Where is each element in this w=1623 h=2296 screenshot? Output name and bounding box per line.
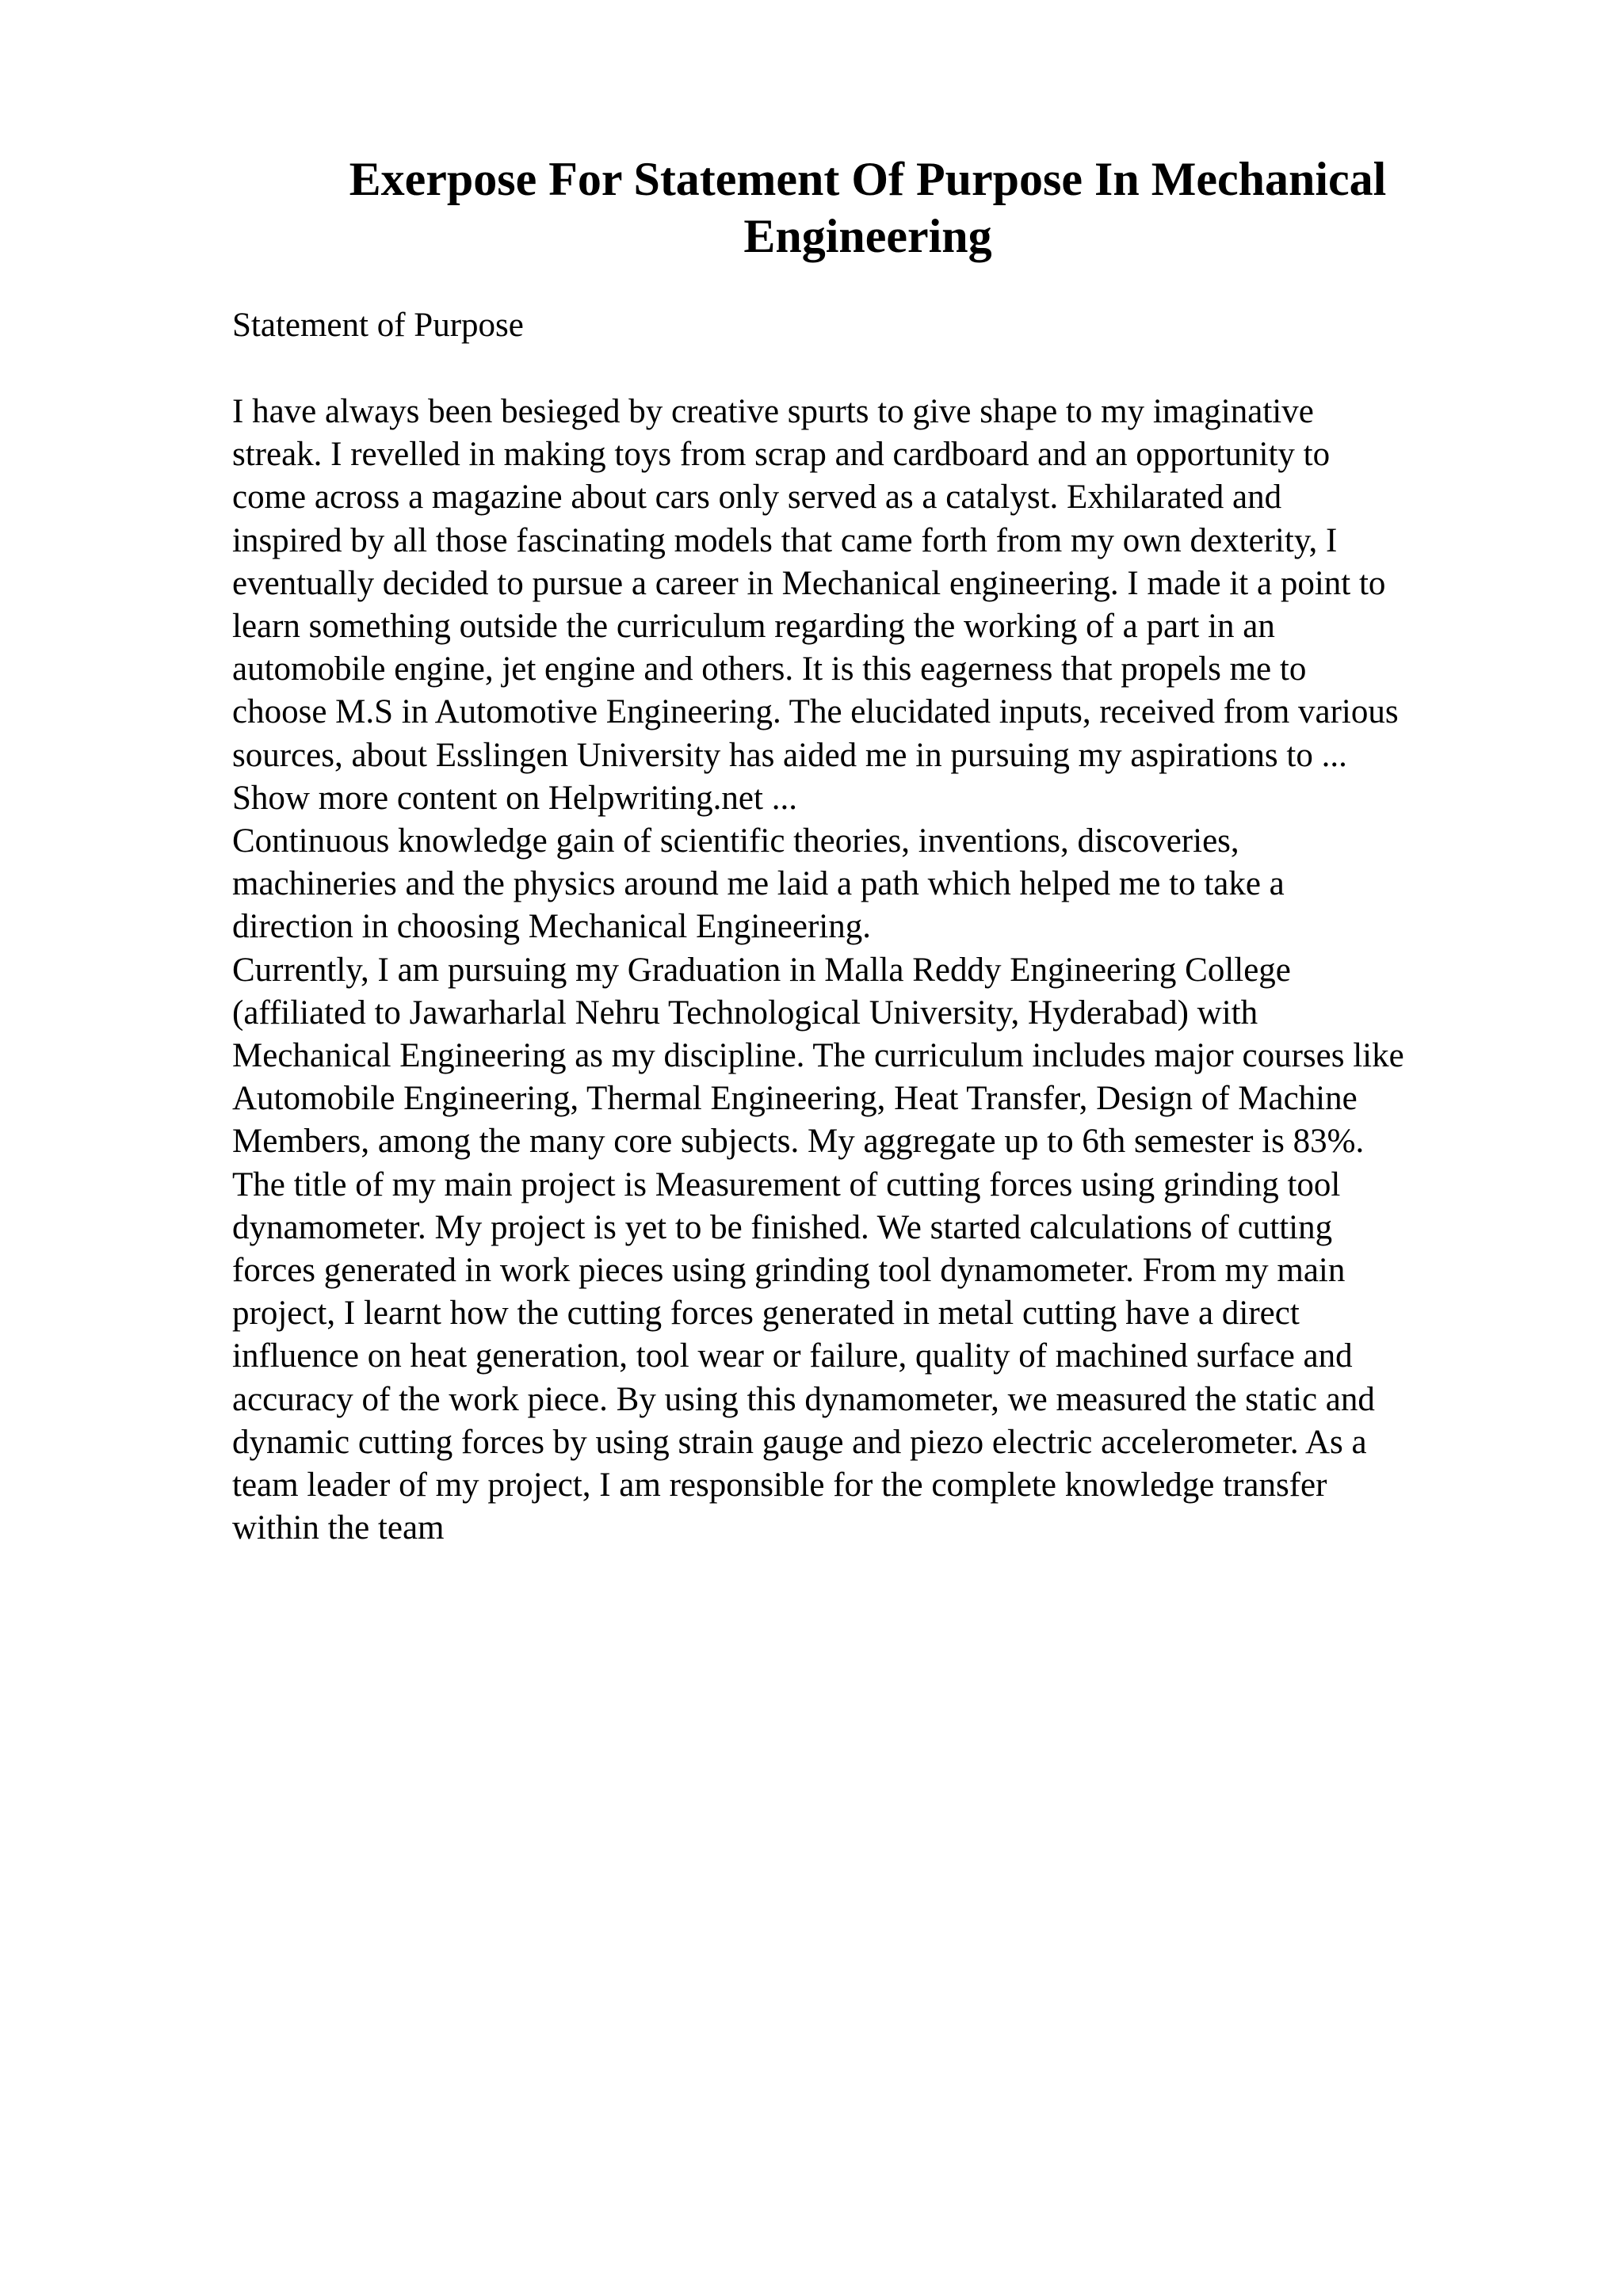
body-line: Continuous knowledge gain of scientific theories, inventions, discoveries, bbox=[232, 822, 1239, 860]
body-line: learn something outside the curriculum regarding the working of a part in an bbox=[232, 608, 1275, 646]
body-line: dynamic cutting forces by using strain gauge and piezo electric accelerometer. As a bbox=[232, 1423, 1367, 1461]
body-line: eventually decided to pursue a career in Mechanical engineering. I made it a point to bbox=[232, 564, 1386, 602]
body-line: machineries and the physics around me laid a path which helped me to take a bbox=[232, 865, 1285, 903]
body-line: project, I learnt how the cutting forces generated in metal cutting have a direct bbox=[232, 1295, 1300, 1333]
section-heading: Statement of Purpose bbox=[232, 307, 524, 344]
body-line: Automobile Engineering, Thermal Engineering, Heat Transfer, Design of Machine bbox=[232, 1080, 1358, 1118]
body-line: Members, among the many core subjects. My aggregate up to 6th semester is 83%. bbox=[232, 1123, 1365, 1161]
body-line: Currently, I am pursuing my Graduation in Malla Reddy Engineering College bbox=[232, 951, 1291, 989]
body-line: accuracy of the work piece. By using this dynamometer, we measured the static and bbox=[232, 1380, 1375, 1418]
body-line: within the team bbox=[232, 1509, 445, 1547]
body-line: sources, about Esslingen University has aided me in pursuing my aspirations to ... bbox=[232, 736, 1347, 774]
body-line: team leader of my project, I am responsible for the complete knowledge transfer bbox=[232, 1466, 1327, 1505]
body-line: The title of my main project is Measurement of cutting forces using grinding tool bbox=[232, 1165, 1341, 1203]
body-line: inspired by all those fascinating models that came forth from my own dexterity, I bbox=[232, 521, 1338, 559]
body-line: (affiliated to Jawarharlal Nehru Technological University, Hyderabad) with bbox=[232, 994, 1258, 1032]
body-line: streak. I revelled in making toys from scrap and cardboard and an opportunity to bbox=[232, 436, 1331, 474]
document-title: Exerpose For Statement Of Purpose In Mechanical Engineering bbox=[349, 153, 1387, 262]
body-line: I have always been besieged by creative spurts to give shape to my imaginative bbox=[232, 393, 1314, 430]
body-line: automobile engine, jet engine and others. It is this eagerness that propels me to bbox=[232, 650, 1307, 688]
body-line: influence on heat generation, tool wear or failure, quality of machined surface and bbox=[232, 1337, 1353, 1375]
body-line: choose M.S in Automotive Engineering. The elucidated inputs, received from various bbox=[232, 693, 1399, 731]
body-text bbox=[232, 391, 1611, 1550]
show-more-line: Show more content on Helpwriting.net ... bbox=[232, 779, 797, 817]
body-line: direction in choosing Mechanical Engineering. bbox=[232, 908, 871, 946]
body-line: forces generated in work pieces using grinding tool dynamometer. From my main bbox=[232, 1252, 1346, 1290]
body-line: come across a magazine about cars only served as a catalyst. Exhilarated and bbox=[232, 479, 1282, 517]
body-line: Mechanical Engineering as my discipline. The curriculum includes major courses like bbox=[232, 1037, 1404, 1075]
body-line: dynamometer. My project is yet to be finished. We started calculations of cutting bbox=[232, 1208, 1333, 1246]
